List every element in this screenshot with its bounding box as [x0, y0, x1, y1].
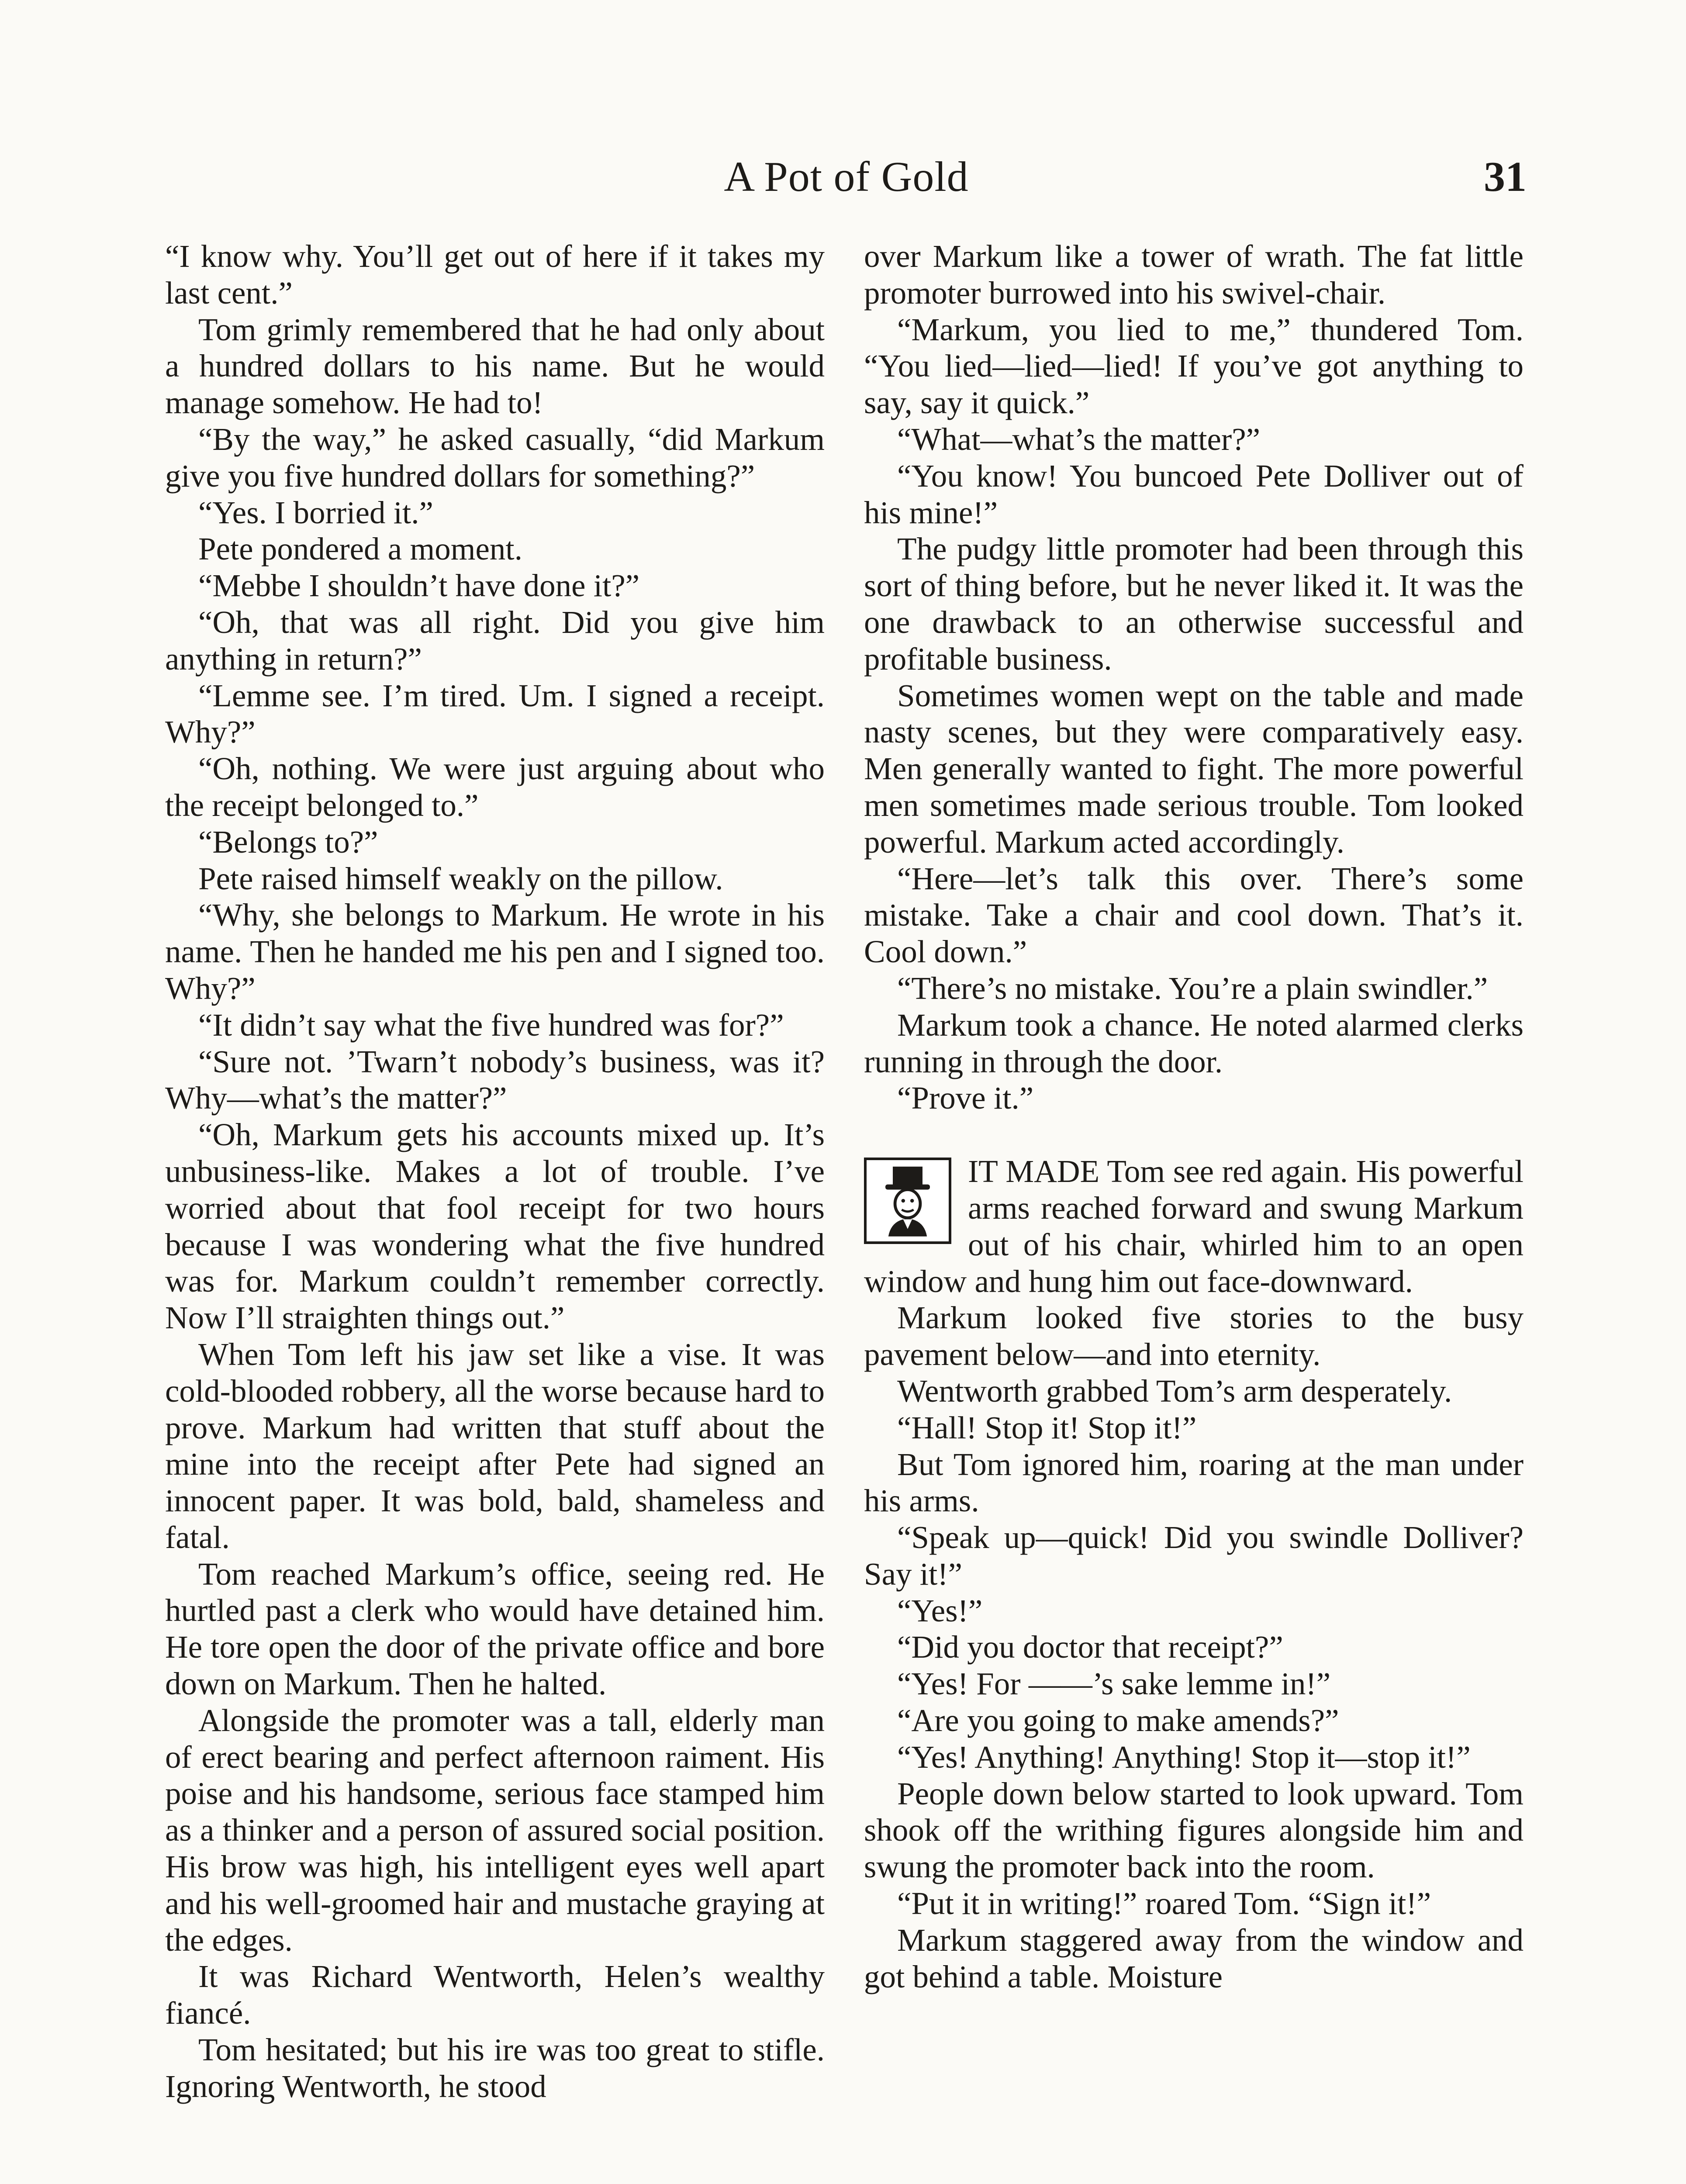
- paragraph: “Oh, Markum gets his accounts mixed up. It’s unbusiness-like. Makes a lot of trouble. I’ve worried about that fool receipt for two hours because I was wondering what the five hundred was for. Markum couldn’t remember correctly. Now I’ll straighten things out.”: [165, 1117, 825, 1336]
- drop-paragraph: IT MADE Tom see red again. His powerful arms reached forward and swung Markum out of his chair, whirled him to an open window and hung him out face-downward.: [864, 1154, 1524, 1299]
- paragraph: Tom grimly remembered that he had only about a hundred dollars to his name. But he would manage somehow. He had to!: [165, 311, 825, 421]
- paragraph: “Why, she belongs to Markum. He wrote in his name. Then he handed me his pen and I signed too. Why?”: [165, 897, 825, 1006]
- paragraph: “I know why. You’ll get out of here if it takes my last cent.”: [165, 238, 825, 311]
- page-title: A Pot of Gold: [724, 153, 969, 200]
- paragraph: “Hall! Stop it! Stop it!”: [897, 1410, 1197, 1445]
- left-column: [165, 238, 825, 2105]
- paragraph: “Yes. I borried it.”: [198, 494, 433, 530]
- paragraph: When Tom left his jaw set like a vise. It was cold-blooded robbery, all the worse because hard to prove. Markum had written that stuff about the mine into the receipt after Pete had signed an innocent paper. It was bold, bald, shameless and fatal.: [165, 1336, 825, 1555]
- section-opening: [864, 1153, 1524, 1299]
- paragraph: “Oh, nothing. We were just arguing about who the receipt belonged to.”: [165, 751, 825, 823]
- paragraph: over Markum like a tower of wrath. The fat little promoter burrowed into his swivel-chair.: [864, 238, 1524, 311]
- paragraph: Sometimes women wept on the table and made nasty scenes, but they were comparatively easy. Men generally wanted to fight. The more powerful men sometimes made serious trouble. Tom looked powerful. Markum acted accordingly.: [864, 677, 1524, 860]
- paragraph: “Yes! Anything! Anything! Stop it—stop it!”: [897, 1739, 1471, 1775]
- paragraph: Tom hesitated; but his ire was too great to stifle. Ignoring Wentworth, he stood: [165, 2032, 825, 2104]
- paragraph: The pudgy little promoter had been through this sort of thing before, but he never liked it. It was the one drawback to an otherwise successful and profitable business.: [864, 531, 1524, 677]
- paragraph: Tom reached Markum’s office, seeing red. He hurtled past a clerk who would have detained him. He tore open the door of the private office and bore down on Markum. Then he halted.: [165, 1556, 825, 1702]
- paragraph: Markum staggered away from the window and got behind a table. Moisture: [864, 1922, 1524, 1994]
- paragraph: It was Richard Wentworth, Helen’s wealthy fiancé.: [165, 1959, 825, 2031]
- paragraph: “What—what’s the matter?”: [897, 421, 1261, 457]
- paragraph: People down below started to look upward. Tom shook off the writhing figures alongside him and swung the promoter back into the room.: [864, 1776, 1524, 1885]
- paragraph: Alongside the promoter was a tall, elderly man of erect bearing and perfect afternoon raiment. His poise and his handsome, serious face stamped him as a thinker and a person of assured social position. His brow was high, his intelligent eyes well apart and his well-groomed hair and mustache graying at the edges.: [165, 1702, 825, 1958]
- paragraph: Pete pondered a moment.: [198, 531, 522, 567]
- paragraph: “Yes!”: [897, 1593, 983, 1628]
- paragraph: “Here—let’s talk this over. There’s some mistake. Take a chair and cool down. That’s it. Cool down.”: [864, 860, 1524, 970]
- paragraph: “Did you doctor that receipt?”: [897, 1629, 1283, 1665]
- paragraph: “Speak up—quick! Did you swindle Dolliver? Say it!”: [864, 1520, 1524, 1592]
- paragraph: “Are you going to make amends?”: [897, 1703, 1339, 1738]
- paragraph: Pete raised himself weakly on the pillow.: [198, 860, 723, 896]
- paragraph: “Yes! For ——’s sake lemme in!”: [897, 1666, 1331, 1702]
- paragraph: “Markum, you lied to me,” thundered Tom. “You lied—lied—lied! If you’ve got anything to say, say it quick.”: [864, 311, 1524, 421]
- right-column: [864, 238, 1524, 1995]
- paragraph: “You know! You buncoed Pete Dolliver out of his mine!”: [864, 458, 1524, 530]
- paragraph: “There’s no mistake. You’re a plain swindler.”: [897, 970, 1488, 1006]
- paragraph: “Belongs to?”: [198, 824, 378, 860]
- page-number: 31: [1484, 153, 1527, 200]
- paragraph: But Tom ignored him, roaring at the man under his arms.: [864, 1446, 1524, 1519]
- paragraph: Wentworth grabbed Tom’s arm desperately.: [897, 1373, 1452, 1409]
- paragraph: “By the way,” he asked casually, “did Markum give you five hundred dollars for something?”: [165, 421, 825, 494]
- paragraph: Markum looked five stories to the busy pavement below—and into eternity.: [864, 1300, 1524, 1372]
- paragraph: “Lemme see. I’m tired. Um. I signed a receipt. Why?”: [165, 677, 825, 750]
- paragraph: “Put it in writing!” roared Tom. “Sign it!”: [897, 1886, 1431, 1921]
- top-hat-gentleman-icon: [864, 1158, 951, 1244]
- paragraph: “Mebbe I shouldn’t have done it?”: [198, 568, 640, 604]
- paragraph: “It didn’t say what the five hundred was for?”: [198, 1007, 784, 1043]
- paragraph: “Prove it.”: [897, 1080, 1034, 1116]
- paragraph: “Sure not. ’Twarn’t nobody’s business, was it? Why—what’s the matter?”: [165, 1044, 825, 1116]
- paragraph: “Oh, that was all right. Did you give him anything in return?”: [165, 604, 825, 677]
- paragraph: Markum took a chance. He noted alarmed clerks running in through the door.: [864, 1007, 1524, 1079]
- page-header: [166, 144, 1527, 210]
